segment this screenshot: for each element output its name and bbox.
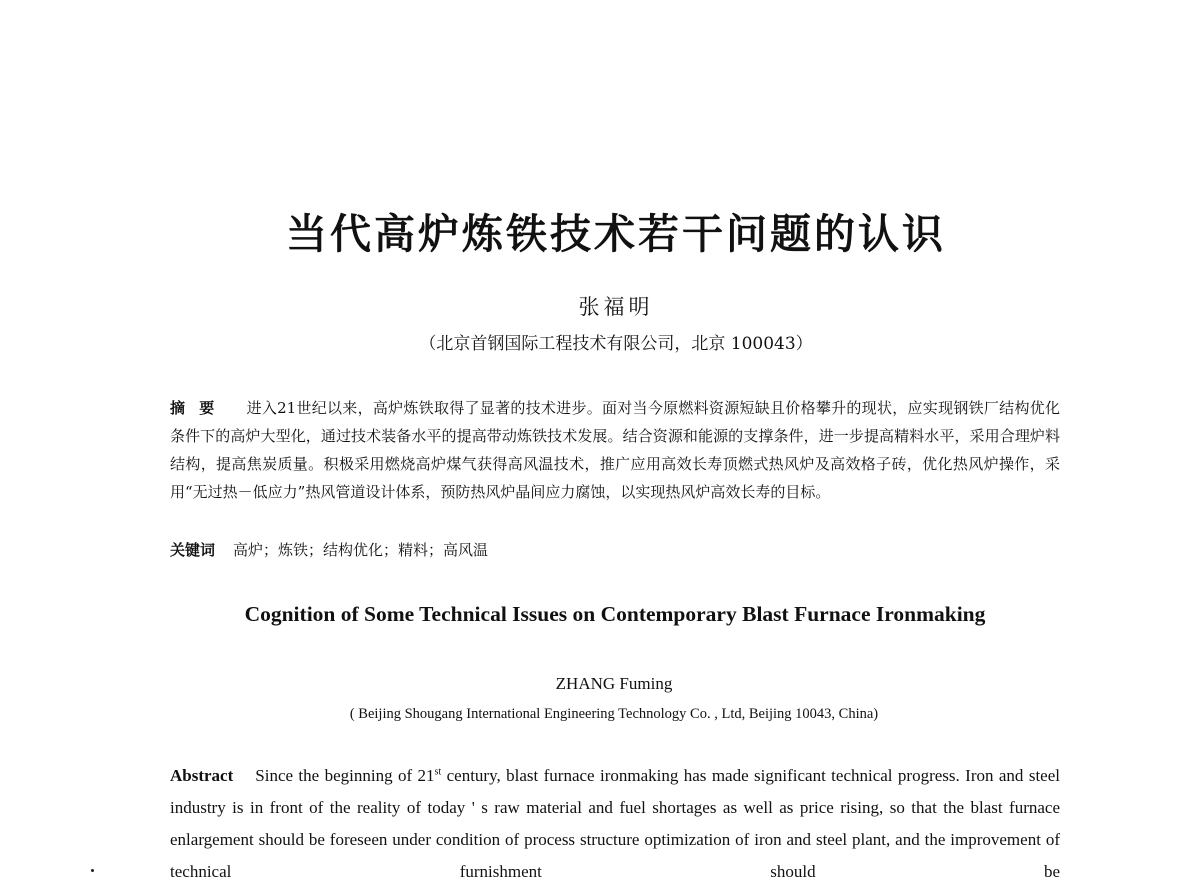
english-affiliation: ( Beijing Shougang International Engineering Technology Co. , Ltd, Beijing 10043, China) [349, 706, 879, 722]
chinese-abstract-text: 进入21世纪以来，高炉炼铁取得了显著的技术进步。面对当今原燃料资源短缺且价格攀升的现状，应实现钢铁厂结构优化条件下的高炉大型化，通过技术装备水平的提高带动炼铁技术发展。结合资源和能源的支撑条件，进一步提高精料水平，采用合理炉料结构，提高焦炭质量。积极采用燃烧高炉煤气获得高风温技术，推广应用高效长寿顶燃式热风炉及高效格子砖，优化热风炉操作，采用“无过热－低应力”热风管道设计体系，预防热风炉晶间应力腐蚀，以实现热风炉高效长寿的目标。 [170, 399, 1060, 501]
english-abstract-text-start: Since the beginning of 21 [255, 766, 435, 785]
chinese-title: 当代高炉炼铁技术若干问题的认识 [286, 210, 946, 258]
chinese-author: 张福明 [578, 295, 654, 319]
english-abstract-text-rest: century, blast furnace ironmaking has made significant technical progress. Iron and steel industry is in front of the reality of today ' s raw material and fuel shortages as well as price rising, so that the blast furnace enlargement should be foreseen under condition of process structure optimization of iron and steel plant, and the improvement of technical furnishment should be [170, 766, 1060, 881]
chinese-abstract [170, 394, 1060, 506]
english-abstract [170, 760, 1060, 888]
chinese-keywords [170, 538, 1060, 562]
english-abstract-label: Abstract [170, 766, 234, 785]
english-title: Cognition of Some Technical Issues on Contemporary Blast Furnace Ironmaking [244, 602, 986, 626]
chinese-keywords-text: 高炉；炼铁；结构优化；精料；高风温 [233, 541, 489, 559]
chinese-affiliation: （北京首钢国际工程技术有限公司，北京 100043） [419, 334, 813, 354]
english-abstract-superscript: st [434, 766, 442, 778]
margin-dot-mark [91, 869, 94, 872]
chinese-abstract-label: 摘要 [170, 399, 229, 417]
english-author: ZHANG Fuming [555, 674, 673, 693]
chinese-keywords-label: 关键词 [170, 541, 216, 559]
